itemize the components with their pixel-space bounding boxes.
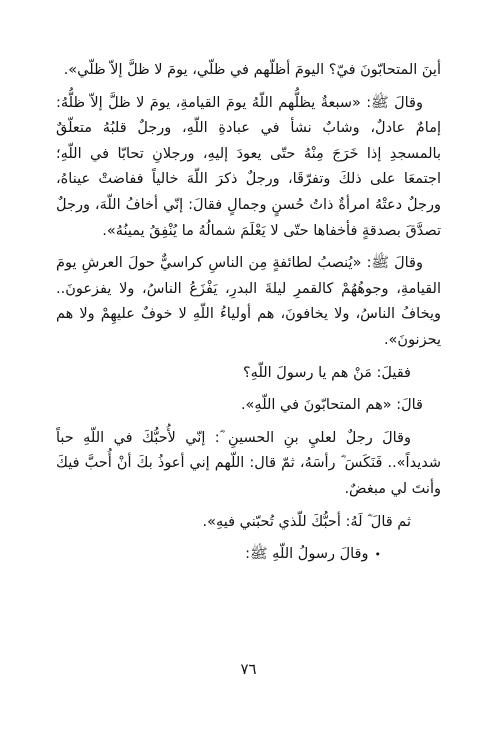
paragraph-chairs-around-throne: وقالَ ﷺ: «يُنصبُ لطائفةٍ مِن الناسِ كراسيٌّ حولَ العرشِ يومَ القيامةِ، وجوهُهُمْ كالقمرِ ليلةَ البدرِ، يَفْزَعُ الناسُ، ولا يفزعونَ.. ويخافُ الناسُ، ولا يخافونَ، هم أولياءُ اللّهِ لا خوفٌ عليهِمْ ولا هم يحزنونَ». [56, 255, 441, 348]
bullet-text: وقالَ رسولُ اللّهِ ﷺ: [245, 546, 369, 563]
paragraph-answer: قالَ: «هم المتحابّونَ في اللّهِ». [240, 397, 423, 414]
bullet-icon: • [374, 548, 381, 562]
paragraph-seven-shaded: وقالَ ﷺ: «سبعةٌ يظلُّهم اللّهُ يومَ القيامةِ، يومَ لا ظلَّ إلاّ ظلُّهُ: إمامٌ عادلٌ، وشابٌ نشأ في عبادةِ اللّهِ، ورجلٌ قلبُهُ متعلّقٌ بالمسجدِ إذا خَرَجَ مِنْهُ حتّى يعودَ إليهِ، ورجلانِ تحابّا في اللّهِ؛ اجتمعَا على ذلكَ وتفرّقَا، ورجلٌ ذكرَ اللّهَ خالياً ففاضتْ عيناهُ، ورجلٌ دعتْهُ امرأةٌ ذاتُ حُسنٍ وجمالٍ فقالَ: إنّي أخافُ اللّهَ، ورجلٌ تصدَّقَ بصدقةٍ فأخفاها حتّى لا يَعْلَمَ شمالُهُ ما يُنْفِقُ يمينُهُ». [56, 94, 441, 239]
page-number: ٧٦ [240, 660, 257, 678]
paragraph-reply: ثم قالَ ؓ لَهُ: أحبُّكَ للّذي تُحبّني فيهِ». [202, 513, 411, 530]
paragraph-ali-ibn-al-husayn: وقالَ رجلٌ لعليِ بنِ الحسينِ ؓ: إنّي لأُحبُّكَ في اللّهِ حباً شديداً».. فَنَكَسَ ؓ رأسَهُ، ثمّ قال: اللّهم إني أعوذُ بكَ أنْ أُحبَّ فيكَ وأنتَ لي مبغضٌ. [56, 429, 441, 497]
paragraph-continued: أينَ المتحابّونَ فيّ؟ اليومَ أظلّهم في ظلّي، يومَ لا ظلَّ إلاّ ظلّي». [63, 62, 441, 78]
page-text-block [56, 58, 441, 575]
paragraph-bullet-hadith [56, 542, 441, 568]
paragraph-question: فقيلَ: مَنْ هم يا رسولَ اللّهِ؟ [242, 364, 411, 381]
